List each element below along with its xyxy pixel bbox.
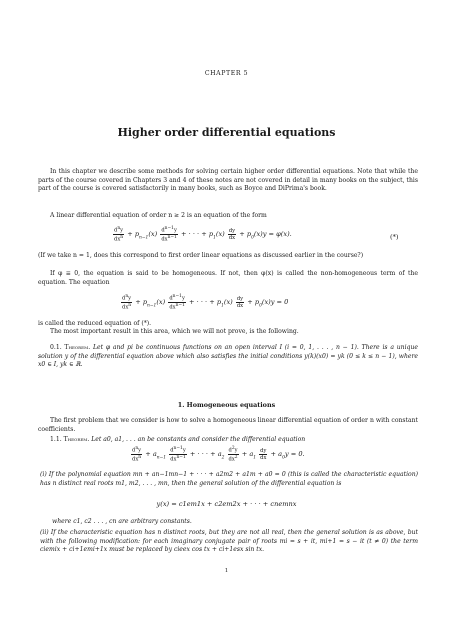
general-solution-equation: y(x) = c1em1x + c2em2x + · · · + cnemnx [156,500,297,508]
equation-star-tag: (*) [390,233,399,241]
theorem-item-ii: (ii) If the characteristic equation has n distinct roots, but they are not all real, then the general solution is as above, but with the following modification: for each imaginary conjugate pair of roots mi = s + it, mi+1 = s − it (t ≠ 0) the term ciemix + ci+1emi+1x must be replaced by cieex cos tx + ci+1esx sin tx. [40,529,418,554]
chapter-title: Higher order differential equations [117,126,336,139]
existence-lead: The most important result in this area, which we will not prove, is the following. [50,328,299,335]
theorem-1-1-label: 1.1. Theorem. [50,436,90,443]
remark-n1: (If we take n = 1, does this correspond to first order linear equations as discussed earlier in the course?) [38,252,364,259]
theorem-0-1-label: 0.1. Theorem. [50,344,91,351]
theorem-1-1-lead [38,436,418,445]
section-heading: 1. Homogeneous equations [177,401,276,409]
intro-paragraph: In this chapter we describe some methods for solving certain higher order differential equations. Note that while the parts of the course covered in Chapters 3 and 4 of these notes are not covered in detail in many books on the subject, this part of the course is covered satisfactorily in many books, such as Boyce and DiPrima's book. [38,168,418,193]
theorem-0-1-body: Let φ and pi be continuous functions on an open interval I (i = 0, 1, . . . , n − 1). There is a unique solution y of the differential equation above which also satisfies the initial conditions y(k)(x0) = yk (0 ≤ k ≤ n − 1), where x0 ∈ I, yk ∈ ℝ. [38,344,418,369]
definition-lead: A linear differential equation of order n ≥ 2 is an equation of the form [50,212,267,219]
equation-star: $\frac{d^ny}{dx^n}$ + $p_{n-1}(x)$ $\frac{d^{n-1}y}{dx^{n-1}}$ + · · · + $p_1(x)$ $\frac{dy}{dx}$ + $p_0(x)y = \varphi(x)$. [114,226,292,243]
equation-constant-coeff: $\frac{d^ny}{dx^n}$ + $a_{n-1}$ $\frac{d^{n-1}y}{dx^{n-1}}$ + · · · + $a_2$ $\frac{d^2y}{dx^2}$ + $a_1$ $\frac{dy}{dx}$ + $a_0y = 0$. [132,446,305,463]
theorem-item-i: (i) If the polynomial equation mn + an−1mn−1 + · · · + a2m2 + a1m + a0 = 0 (this is called the characteristic equation) has n distinct real roots m1, m2, . . . , mn, then the general solution of the differential equation is [40,471,418,487]
chapter-label: CHAPTER 5 [204,70,249,77]
arbitrary-constants-text: where c1, c2 . . . , cn are arbitrary constants. [52,518,192,525]
homogeneous-definition: If φ ≡ 0, the equation is said to be homogeneous. If not, then φ(x) is called the non-homogeneous term of the equation. The equation [38,270,418,286]
reduced-equation-text: is called the reduced equation of (*). [38,320,152,327]
equation-reduced: $\frac{d^ny}{dx^n}$ + $p_{n-1}(x)$ $\frac{d^{n-1}y}{dx^{n-1}}$ + · · · + $p_1(x)$ $\frac{dy}{dx}$ + $p_0(x)y = 0$ [122,294,289,311]
theorem-1-1-text: Let a0, a1, . . . an be constants and consider the differential equation [91,436,306,443]
page-number: 1 [224,568,229,574]
theorem-0-1 [38,344,418,370]
section-intro: The first problem that we consider is how to solve a homogeneous linear differential equation of order n with constant coefficients. [38,417,418,433]
